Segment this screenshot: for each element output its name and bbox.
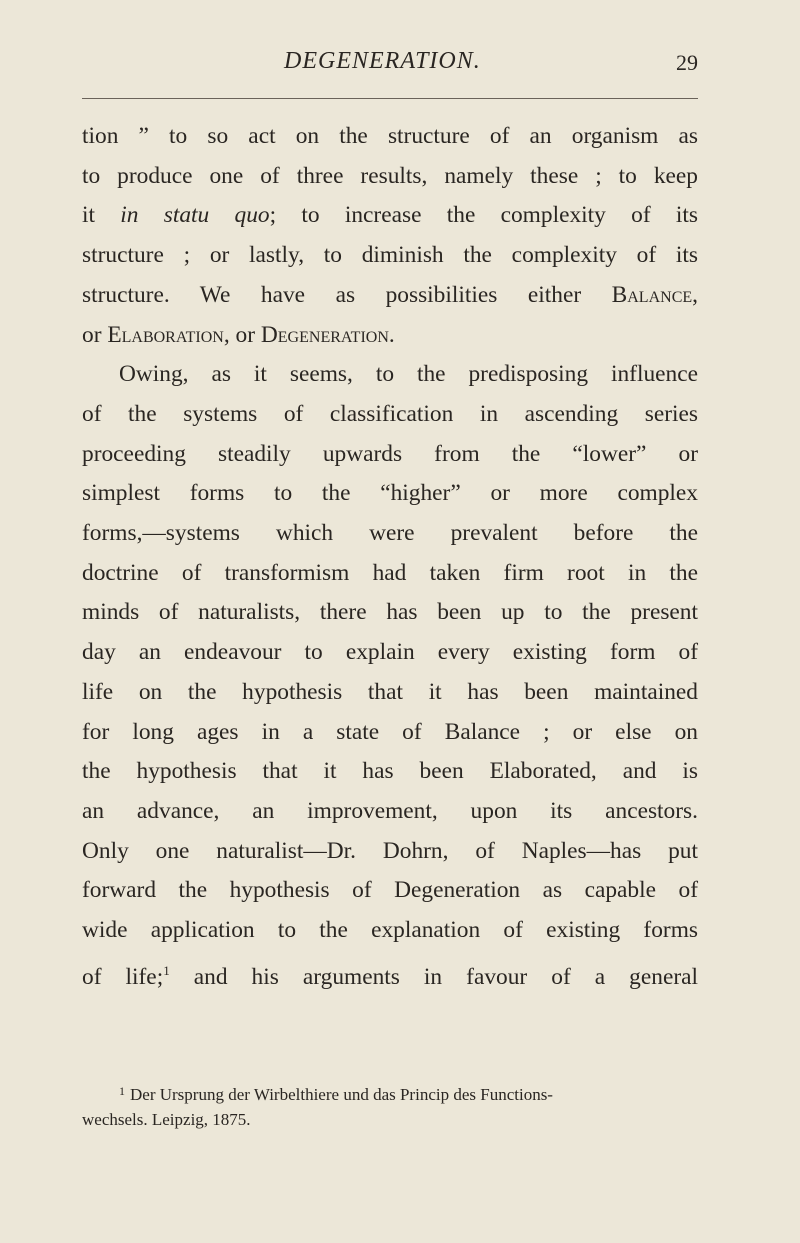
text-line: for long ages in a state of Balance ; or else on (82, 718, 698, 745)
text-line: life on the hypothesis that it has been maintained (82, 678, 698, 705)
text-line: of life;$^1$ and his arguments in favour of a general (82, 962, 699, 990)
text-line: an advance, an improvement, upon its ancestors. (82, 797, 698, 824)
text-line: proceeding steadily upwards from the “lower” or (82, 440, 698, 467)
body-text (82, 117, 698, 997)
text-line: the hypothesis that it has been Elaborated, and is (82, 758, 698, 785)
running-head: DEGENERATION. (284, 48, 481, 74)
text-line: doctrine of transformism had taken firm root in the (82, 559, 698, 586)
text-line: of the systems of classification in ascending series (82, 400, 698, 427)
italic-phrase: in statu quo (120, 202, 270, 229)
text-line: or Elaboration, or Degeneration. (82, 321, 395, 348)
text-line: structure. We have as possibilities either Balance, (82, 281, 698, 308)
footnote-line: wechsels. Leipzig, 1875. (82, 1110, 251, 1129)
text-line: minds of naturalists, there has been up to the present (82, 599, 698, 626)
page-number: 29 (676, 50, 698, 75)
text-line: it in statu quo; to increase the complexity of its (82, 202, 698, 229)
text-line: day an endeavour to explain every existing form of (82, 639, 698, 666)
text-line: structure ; or lastly, to diminish the complexity of its (82, 242, 698, 269)
footnote (82, 1079, 698, 1132)
small-caps-term: Degeneration (260, 321, 389, 348)
small-caps-term: Balance (611, 281, 693, 308)
header-rule (82, 98, 698, 99)
text-line: wide application to the explanation of existing forms (82, 917, 698, 944)
text-line: forward the hypothesis of Degeneration as capable of (82, 877, 698, 904)
footnote-line (82, 1079, 698, 1107)
text-line: forms,—systems which were prevalent before the (82, 520, 698, 547)
footnote-mark: 1 (119, 1084, 125, 1098)
small-caps-term: Elaboration (107, 321, 224, 348)
page-header (70, 44, 700, 84)
text-line: Owing, as it seems, to the predisposing influence (119, 361, 698, 388)
footnote-reference[interactable]: 1 (163, 962, 170, 978)
text-line: simplest forms to the “higher” or more complex (82, 480, 698, 507)
footnote-text: Der Ursprung der Wirbelthiere und das Princip des Functions- (130, 1085, 553, 1104)
text-line: Only one naturalist—Dr. Dohrn, of Naples—has put (82, 837, 698, 864)
text-line: tion ” to so act on the structure of an organism as (82, 123, 698, 149)
text-line: to produce one of three results, namely these ; to keep (82, 162, 698, 189)
